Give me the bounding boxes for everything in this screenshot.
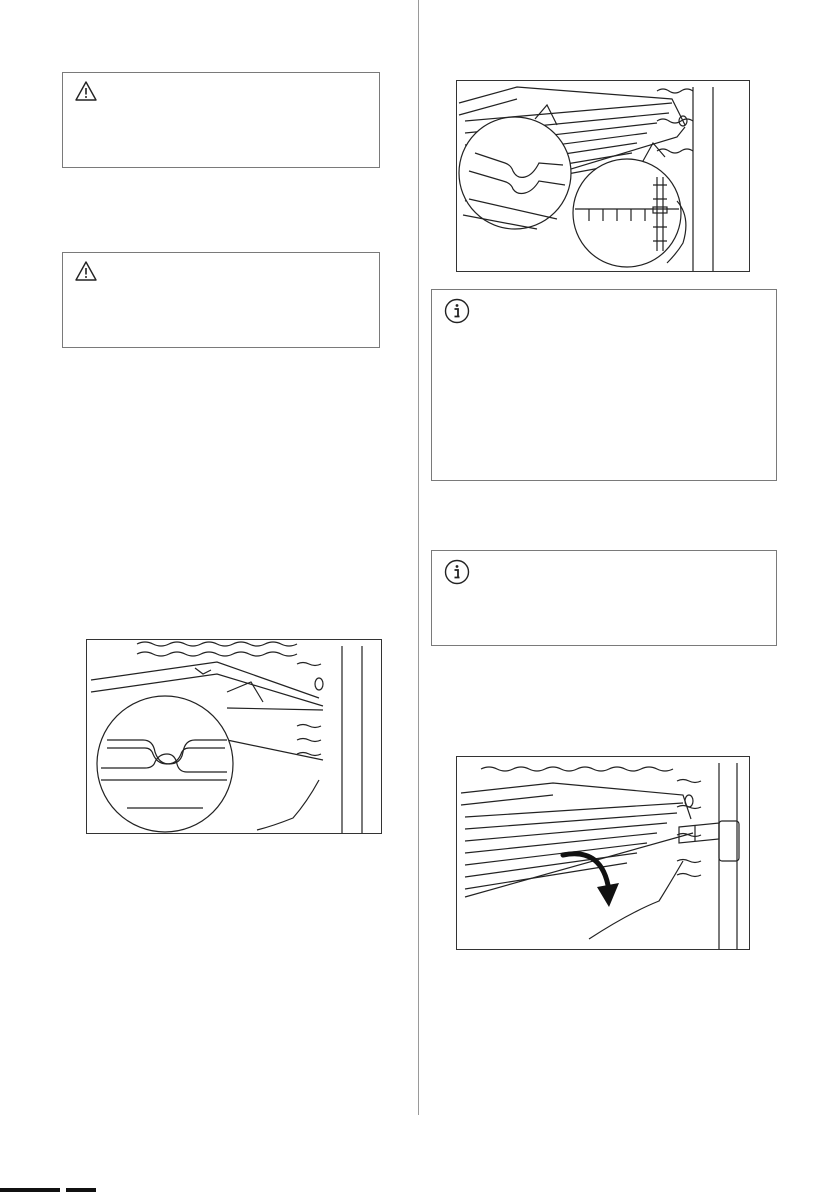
crop-mark-left (0, 1188, 60, 1192)
wire-shelf-notch-detail (456, 80, 750, 272)
warning-box-2 (62, 252, 380, 348)
info-box-1 (431, 289, 777, 481)
telescopic-runner-shelf (456, 756, 750, 950)
shelf-runner-notch-detail (86, 639, 382, 834)
warning-box-1 (62, 72, 380, 168)
info-circle-icon (444, 559, 470, 590)
column-divider (418, 0, 419, 1115)
info-circle-icon (444, 298, 470, 329)
crop-mark-right (66, 1188, 96, 1192)
warning-triangle-icon (75, 81, 97, 106)
warning-triangle-icon (75, 261, 97, 286)
info-box-2 (431, 550, 777, 646)
